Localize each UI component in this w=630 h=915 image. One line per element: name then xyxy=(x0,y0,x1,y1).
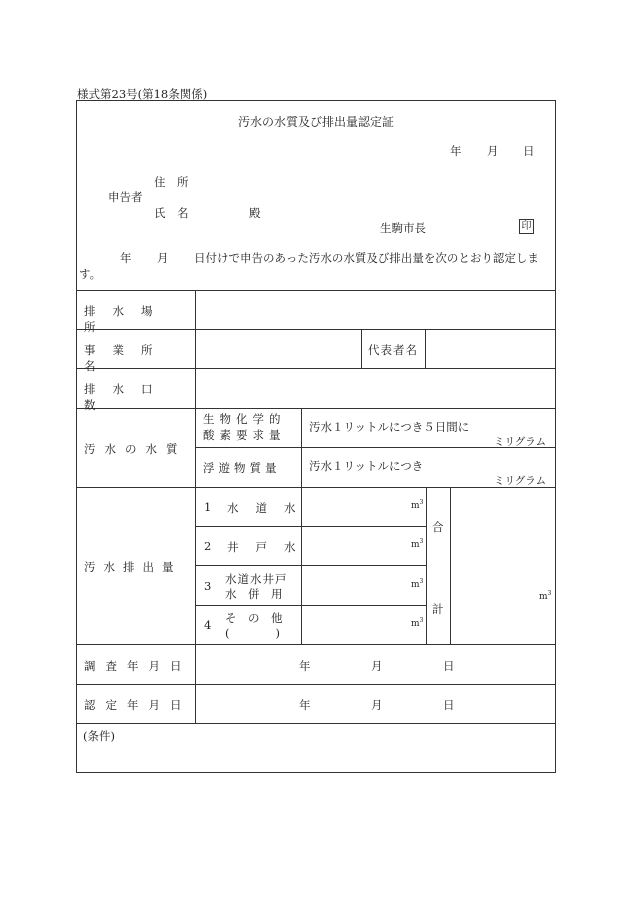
address-label: 住 所 xyxy=(154,175,189,189)
vol-item-3-label-line2: 水 併 用 xyxy=(225,587,283,601)
bod-unit: ミリグラム xyxy=(494,436,547,448)
issue-day-label: 日 xyxy=(523,144,535,158)
issue-year-label: 年 xyxy=(450,144,462,158)
approval-date-label: 認定年月日 xyxy=(84,698,192,712)
applicant-label: 申告者 xyxy=(108,190,143,204)
outlet-count-label xyxy=(84,381,188,413)
vol-item-3-number: 3 xyxy=(204,579,212,593)
discharge-volume-label: 汚水排出量 xyxy=(84,560,182,574)
vol-item-4-label-line1: そ の 他 xyxy=(225,611,283,625)
vol-item-3-label-line1: 水道水井戸 xyxy=(225,572,288,586)
ss-unit: ミリグラム xyxy=(494,475,547,487)
survey-day: 日 xyxy=(443,659,455,673)
approval-month: 月 xyxy=(371,698,383,712)
survey-month: 月 xyxy=(371,659,383,673)
conditions-label: (条件) xyxy=(83,729,115,743)
form-number-label: 様式第23号(第18条関係) xyxy=(77,87,208,101)
name-label: 氏 名 xyxy=(154,206,189,220)
seal-mark: 印 xyxy=(519,219,534,234)
outlet-count-text: 排水口数 xyxy=(84,382,170,412)
vol-item-2-unit: $m^3$ xyxy=(411,538,424,550)
vol-item-1-unit: $m^3$ xyxy=(411,499,424,511)
survey-date-label: 調査年月日 xyxy=(84,659,192,673)
survey-year: 年 xyxy=(299,659,311,673)
certificate-form xyxy=(76,100,556,773)
vol-item-1-label: 水道水 xyxy=(227,501,313,515)
vol-item-4-number: 4 xyxy=(204,618,212,632)
statement-text: 日付けで申告のあった汚水の水質及び排出量を次のとおり認定しま xyxy=(194,251,539,265)
discharge-location-label xyxy=(84,303,188,335)
bod-description: 汚水１リットルにつき５日間に xyxy=(309,420,470,434)
vol-item-2-number: 2 xyxy=(204,539,212,553)
approval-day: 日 xyxy=(443,698,455,712)
bod-label-line2: 酸素要求量 xyxy=(203,428,286,442)
total-unit: $m^3$ xyxy=(539,590,552,602)
statement-text-end: す。 xyxy=(79,267,102,281)
bod-label-line1: 生物化学的 xyxy=(203,412,286,426)
honorific: 殿 xyxy=(249,206,261,220)
document-title: 汚水の水質及び排出量認定証 xyxy=(237,115,394,129)
statement-year: 年 xyxy=(120,251,132,265)
discharge-location-text: 排水場所 xyxy=(84,304,170,334)
business-name-label xyxy=(84,342,188,374)
statement-month: 月 xyxy=(157,251,169,265)
issue-month-label: 月 xyxy=(487,144,499,158)
vol-item-4-unit: $m^3$ xyxy=(411,617,424,629)
representative-label: 代表者名 xyxy=(368,343,418,357)
water-quality-label: 汚水の水質 xyxy=(84,442,187,456)
total-label-bottom: 計 xyxy=(432,602,444,616)
vol-item-3-unit: $m^3$ xyxy=(411,578,424,590)
ss-label: 浮遊物質量 xyxy=(203,461,281,475)
vol-item-4-label-line2: ( ) xyxy=(225,626,280,640)
ss-description: 汚水１リットルにつき xyxy=(309,459,424,473)
approval-year: 年 xyxy=(299,698,311,712)
issuer-title: 生駒市長 xyxy=(380,221,426,235)
business-name-text: 事業所名 xyxy=(84,343,170,373)
total-label-top: 合 xyxy=(432,520,444,534)
vol-item-1-number: 1 xyxy=(204,500,212,514)
vol-item-2-label: 井戸水 xyxy=(227,540,313,554)
